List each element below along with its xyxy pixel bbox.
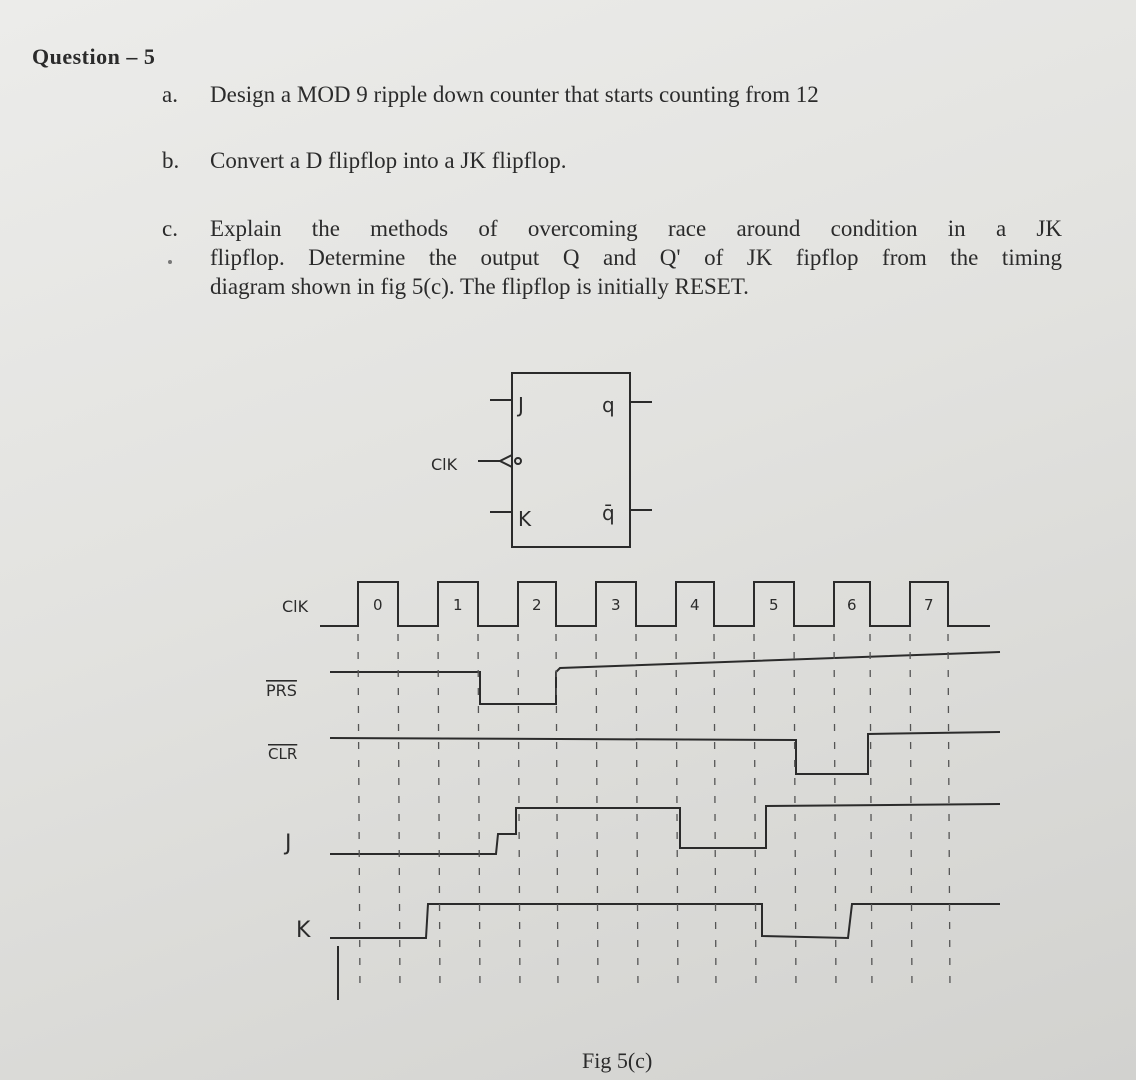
jk-flipflop-symbol	[478, 373, 652, 547]
item-b-text: Convert a D flipflop into a JK flipflop.	[210, 148, 567, 173]
signal-label-k: K	[296, 918, 311, 943]
j-waveform	[330, 804, 1000, 854]
item-a-text: Design a MOD 9 ripple down counter that starts counting from 12	[210, 82, 819, 107]
signal-label-clr: CLR	[268, 745, 298, 763]
clock-edge-gridline	[714, 634, 716, 992]
item-c-line-3: diagram shown in fig 5(c). The flipflop is initially RESET.	[210, 274, 749, 299]
clock-pulse-numbers	[373, 596, 934, 614]
clock-edge-gridline	[910, 634, 912, 992]
clock-pulse-number: 0	[373, 596, 383, 614]
clock-waveform	[320, 582, 990, 626]
signal-label-j: J	[285, 831, 292, 856]
clock-pulse-number: 1	[453, 596, 463, 614]
prs-waveform	[330, 652, 1000, 704]
item-a-label: a.	[162, 82, 178, 107]
timing-gridlines	[358, 634, 950, 992]
item-b-label: b.	[162, 148, 180, 173]
timing-waveforms	[320, 582, 1000, 1000]
k-waveform	[330, 904, 1000, 938]
question-title: Question – 5	[32, 44, 156, 69]
clock-edge-gridline	[754, 634, 756, 992]
clock-edge-gridline	[596, 634, 598, 992]
clock-pulse-number: 4	[690, 596, 700, 614]
clock-pulse-number: 7	[924, 596, 934, 614]
clock-pulse-number: 6	[847, 596, 857, 614]
clock-pulse-number: 5	[769, 596, 779, 614]
clock-pulse-number: 2	[532, 596, 542, 614]
clock-edge-gridline	[676, 634, 678, 992]
signal-label-prs: PRS	[266, 681, 297, 700]
pin-q-label: q	[602, 393, 615, 417]
clock-pulse-number: 3	[611, 596, 621, 614]
clock-triangle-icon	[500, 455, 512, 467]
pin-j-label: J	[518, 393, 524, 417]
pin-k-label: K	[518, 507, 532, 531]
item-c-line-1: Explain the methods of overcoming race around condition in a JK	[210, 216, 1062, 241]
pin-qbar-label: q̄	[602, 501, 615, 525]
clock-edge-gridline	[870, 634, 872, 992]
clr-waveform	[330, 732, 1000, 774]
figure-caption: Fig 5(c)	[582, 1048, 653, 1073]
clock-edge-gridline	[948, 634, 950, 992]
clock-edge-gridline	[518, 634, 520, 992]
item-c-label: c.	[162, 216, 178, 241]
clock-bubble-icon	[515, 458, 521, 464]
clock-edge-gridline	[438, 634, 440, 992]
item-c-line-2: flipflop. Determine the output Q and Q' of JK fipflop from the timing	[210, 245, 1062, 270]
clock-input-label: ClK	[431, 455, 458, 474]
clock-edge-gridline	[794, 634, 796, 992]
signal-label-clk: ClK	[282, 597, 309, 616]
clock-edge-gridline	[636, 634, 638, 992]
